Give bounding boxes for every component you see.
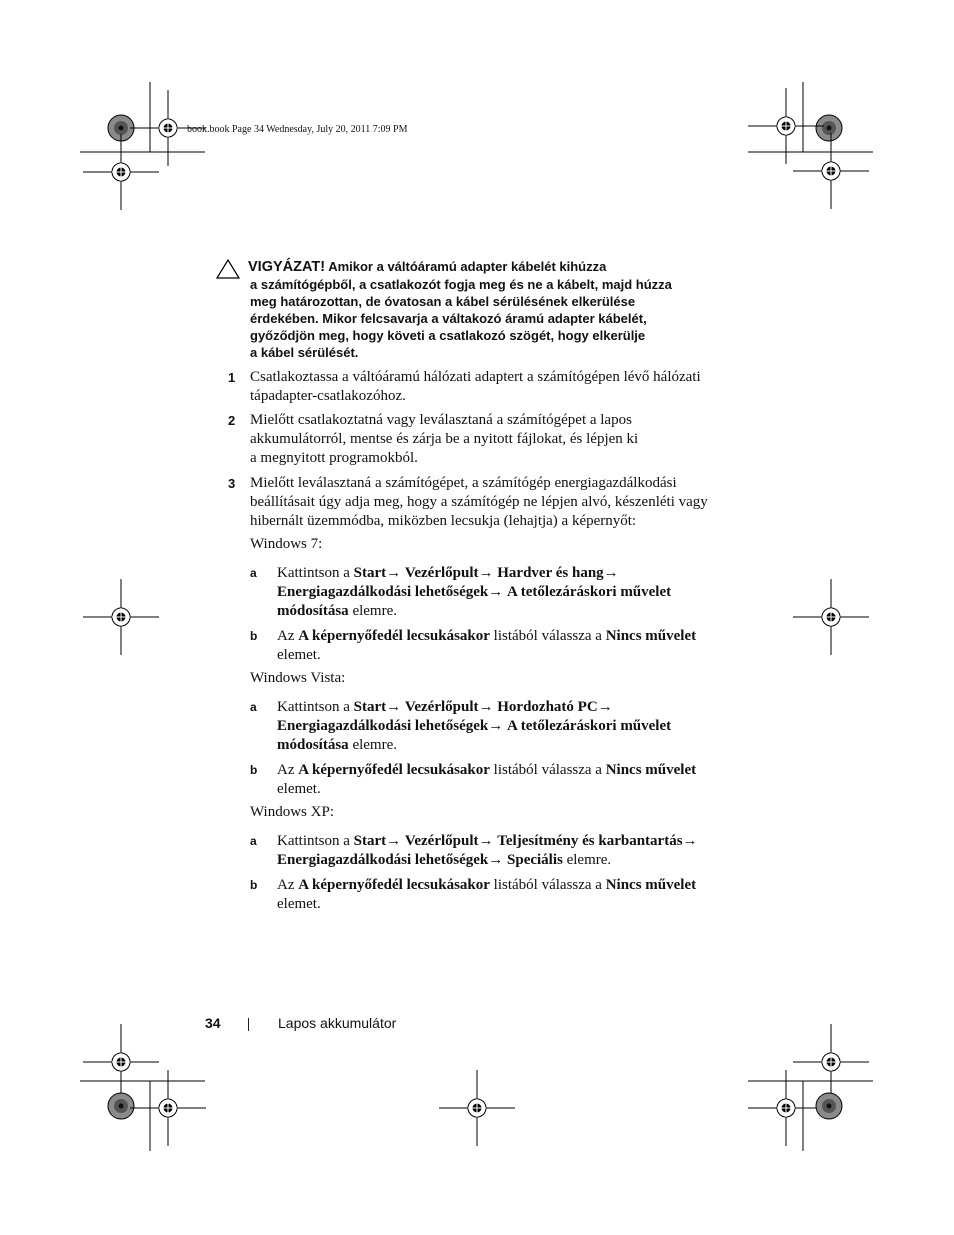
caution-label: VIGYÁZAT! bbox=[248, 259, 326, 275]
crosshair-mark-bottom-center bbox=[439, 1070, 515, 1146]
crosshair-mark-middle-left bbox=[83, 579, 159, 655]
caution-line: győződjön meg, hogy követi a csatlakozó szögét, hogy elkerülje bbox=[250, 328, 646, 343]
substep-xp-b: b Az A képernyőfedél lecsukásakor listából válassza a Nincs művelet elemet. bbox=[250, 877, 697, 912]
substep-letter: a bbox=[250, 700, 257, 714]
footer-chapter-title: Lapos akkumulátor bbox=[278, 1015, 397, 1031]
substep-letter: a bbox=[250, 834, 257, 848]
crosshair-mark-right-upper bbox=[793, 133, 869, 209]
footer-separator bbox=[248, 1018, 249, 1031]
caution-line: érdekében. Mikor felcsavarja a váltakozó áramú adapter kábelét, bbox=[250, 311, 647, 326]
os-heading-windows-7: Windows 7: bbox=[250, 536, 323, 552]
substep-xp-a: a Kattintson a Start→ Vezérlőpult→ Teljesítmény és karbantartás→ Energiagazdálkodási lehetőségek→ Speciális elemre. bbox=[250, 833, 698, 868]
substep-win7-a: a Kattintson a Start→ Vezérlőpult→ Hardver és hang→ Energiagazdálkodási lehetőségek→ A tetőlezáráskori művelet módosítása elemre. bbox=[250, 565, 672, 619]
crosshair-mark-left-lower bbox=[83, 1024, 159, 1100]
step-3: 3 Mielőtt leválasztaná a számítógépet, a számítógép energiagazdálkodási beállításait úgy adja meg, hogy a számítógép ne lépjen alvó, készenléti vagy hibernált üzemmódba, miközben lecsukja (lehajtja) a képernyőt: bbox=[228, 475, 708, 529]
print-header: book.book Page 34 Wednesday, July 20, 2011 7:09 PM bbox=[187, 124, 408, 135]
substep-letter: b bbox=[250, 878, 258, 892]
starburst-mark-bottom-left bbox=[108, 1093, 134, 1119]
substep-letter: a bbox=[250, 566, 257, 580]
crosshair-mark-left-upper bbox=[83, 134, 159, 210]
substep-win7-b: b Az A képernyőfedél lecsukásakor listából válassza a Nincs művelet elemet. bbox=[250, 628, 697, 663]
caution-block bbox=[216, 258, 736, 361]
step-number: 2 bbox=[228, 413, 236, 428]
starburst-mark-bottom-right bbox=[816, 1093, 842, 1119]
starburst-mark-top-right bbox=[816, 115, 842, 141]
step-number: 1 bbox=[228, 370, 236, 385]
caution-line: a kábel sérülését. bbox=[250, 345, 359, 360]
substep-vista-b: b Az A képernyőfedél lecsukásakor listából válassza a Nincs művelet elemet. bbox=[250, 762, 697, 797]
caution-triangle-icon bbox=[216, 259, 240, 279]
crosshair-mark-middle-right bbox=[793, 579, 869, 655]
os-heading-windows-xp: Windows XP: bbox=[250, 804, 334, 820]
caution-line: VIGYÁZAT! Amikor a váltóáramú adapter kábelét kihúzza bbox=[248, 259, 607, 275]
caution-line: meg határozottan, de óvatosan a kábel sérülésének elkerülése bbox=[250, 294, 636, 309]
crosshair-mark-top-right bbox=[748, 88, 824, 164]
substep-letter: b bbox=[250, 629, 258, 643]
step-2: 2 Mielőtt csatlakoztatná vagy leválasztaná a számítógépet a lapos akkumulátorról, mentse és zárja be a nyitott fájlokat, és lépjen ki a megnyitott programokból. bbox=[228, 412, 639, 466]
crosshair-mark-right-lower bbox=[793, 1024, 869, 1100]
substep-vista-a: a Kattintson a Start→ Vezérlőpult→ Hordozható PC→ Energiagazdálkodási lehetőségek→ A tetőlezáráskori művelet módosítása elemre. bbox=[250, 699, 672, 753]
step-1: 1 Csatlakoztassa a váltóáramú hálózati adaptert a számítógépen lévő hálózati tápadapter-csatlakozóhoz. bbox=[228, 369, 701, 404]
os-heading-windows-vista: Windows Vista: bbox=[250, 670, 346, 686]
page-number: 34 bbox=[205, 1015, 221, 1031]
step-number: 3 bbox=[228, 476, 236, 491]
caution-line: a számítógépből, a csatlakozót fogja meg és ne a kábelt, majd húzza bbox=[250, 277, 672, 292]
substep-letter: b bbox=[250, 763, 258, 777]
